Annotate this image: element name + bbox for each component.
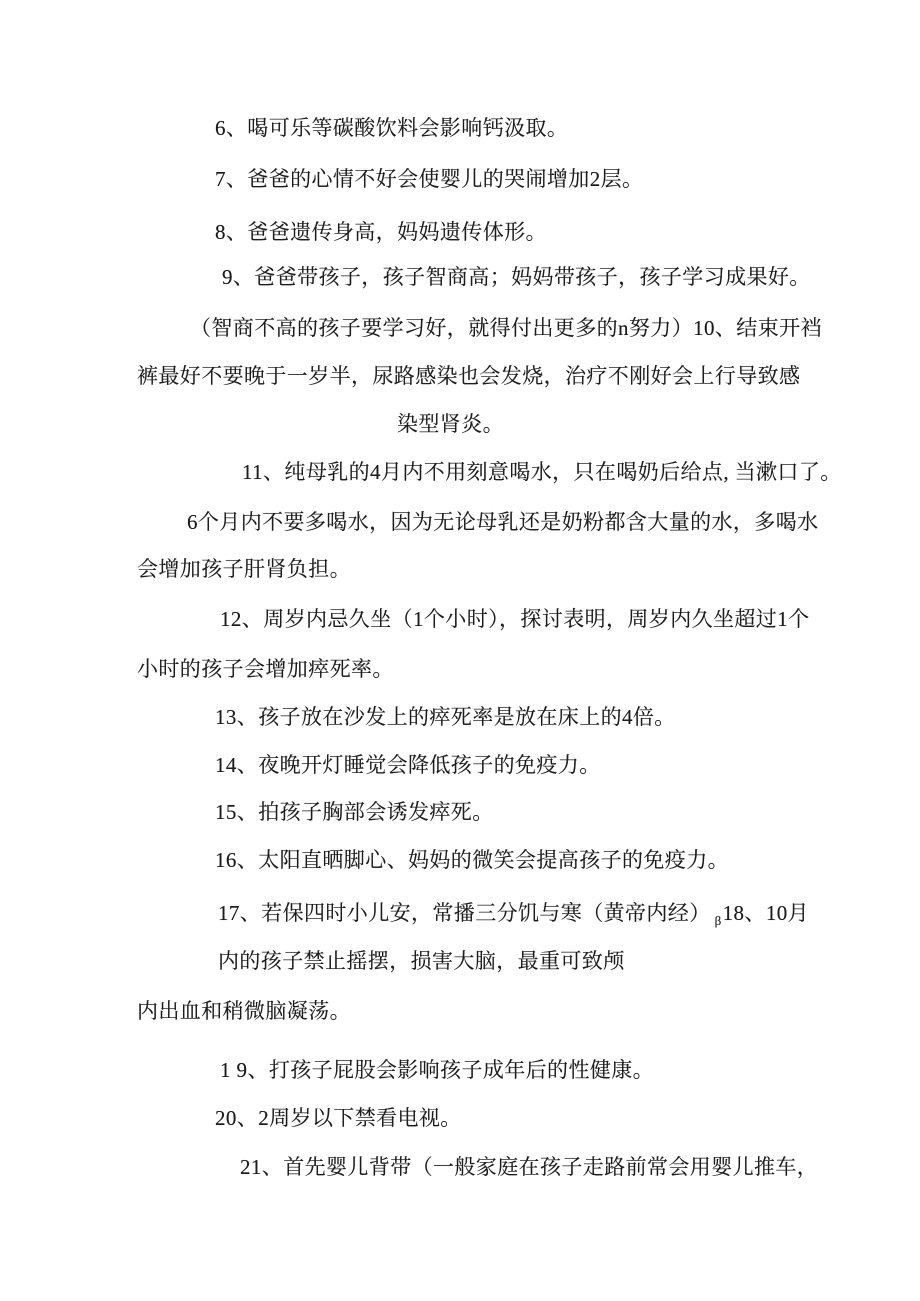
doc-line-12a: 12、周岁内忌久坐（1个小时），探讨表明，周岁内久坐超过1个: [220, 607, 810, 631]
doc-line-9: 9、爸爸带孩子，孩子智商高；妈妈带孩子，孩子学习成果好。: [222, 265, 811, 289]
doc-line-11c: 会增加孩子肝肾负担。: [137, 557, 351, 581]
doc-line-17-text: 17、若保四时小儿安，常播三分饥与寒（黄帝内经）: [218, 901, 711, 925]
doc-line-18-start: 18、10月: [722, 901, 810, 925]
doc-line-18b: 内的孩子禁止摇摆，损害大脑，最重可致颅: [218, 949, 625, 973]
doc-line-18c: 内出血和稍微脑凝荡。: [137, 999, 351, 1023]
doc-line-11b: 6个月内不要多喝水，因为无论母乳还是奶粉都含大量的水，多喝水: [187, 510, 819, 534]
doc-line-16: 16、太阳直晒脚心、妈妈的微笑会提高孩子的免疫力。: [215, 848, 729, 872]
doc-line-8: 8、爸爸遗传身高，妈妈遗传体形。: [215, 220, 547, 244]
doc-line-10a: （智商不高的孩子要学习好，就得付出更多的n努力）10、结束开裆: [190, 316, 822, 340]
doc-line-14: 14、夜晚开灯睡觉会降低孩子的免疫力。: [215, 753, 601, 777]
doc-line-17-18: [218, 900, 809, 934]
beta-subscript: β: [714, 913, 722, 928]
doc-line-11a: 11、纯母乳的4月内不用刻意喝水，只在喝奶后给点, 当漱口了。: [242, 460, 842, 484]
doc-line-20: 20、2周岁以下禁看电视。: [215, 1106, 462, 1130]
doc-line-19: 1 9、打孩子屁股会影响孩子成年后的性健康。: [220, 1058, 655, 1082]
doc-line-15: 15、拍孩子胸部会诱发瘁死。: [215, 800, 494, 824]
doc-line-7: 7、爸爸的心情不好会使婴儿的哭闹增加2层。: [215, 167, 644, 191]
doc-line-21: 21、首先婴儿背带（一般家庭在孩子走路前常会用婴儿推车，: [240, 1155, 819, 1179]
doc-line-13: 13、孩子放在沙发上的瘁死率是放在床上的4倍。: [215, 705, 676, 729]
doc-line-12b: 小时的孩子会增加瘁死率。: [137, 657, 394, 681]
doc-line-10b: 裤最好不要晚于一岁半，尿路感染也会发烧，治疗不刚好会上行导致感: [137, 364, 801, 388]
doc-line-10c: 染型肾炎。: [397, 412, 504, 436]
doc-line-6: 6、喝可乐等碳酸饮料会影响钙汲取。: [215, 116, 569, 140]
